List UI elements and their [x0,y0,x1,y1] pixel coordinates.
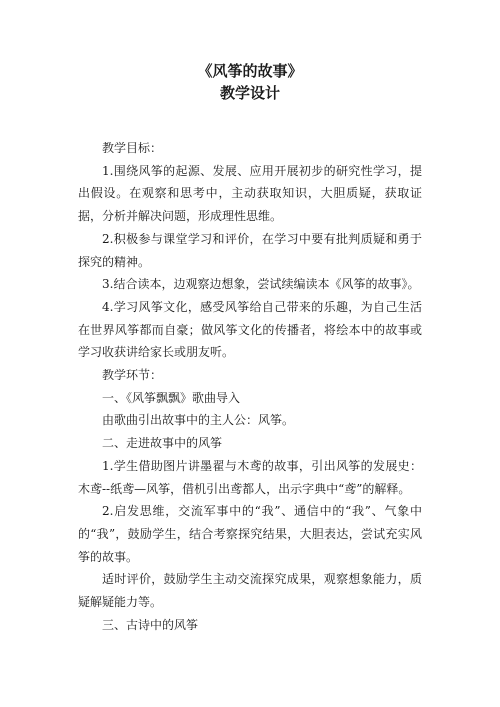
paragraph: 2.启发思维，交流军事中的“我”、通信中的“我”、气象中的“我”，鼓励学生，结合考察探究结果，大胆表达，尝试充实风筝的故事。 [78,504,422,564]
paragraph: 1.围绕风筝的起源、发展、应用开展初步的研究性学习，提出假设。在观察和思考中，主动获取知识，大胆质疑，获取证据，分析并解决问题，形成理性思维。 [78,163,422,224]
paragraph: 三、古诗中的风筝 [102,617,199,632]
paragraph: 二、走进故事中的风筝 [102,436,223,451]
paragraph: 一、《风筝飘飘》歌曲导入 [102,390,241,405]
paragraph: 教学环节： [102,368,163,383]
paragraph: 由歌曲引出故事中的主人公：风筝。 [102,413,295,428]
document-title: 《风筝的故事》 [197,62,303,80]
paragraph: 3.结合读本，边观察边想象，尝试续编读本《风筝的故事》。 [102,277,420,292]
paragraph: 教学目标： [102,141,163,155]
paragraph: 2.积极参与课堂学习和评价，在学习中要有批判质疑和勇于探究的精神。 [78,231,422,269]
paragraph: 适时评价，鼓励学生主动交流探究成果，观察想象能力，质疑解疑能力等。 [78,572,422,610]
document-body [78,137,422,636]
paragraph: 1.学生借助图片讲墨翟与木鸢的故事，引出风筝的发展史：木鸢--纸鸢—风筝，借机引出鸢都人，出示字典中“鸢”的解释。 [78,458,422,496]
document-subtitle: 教学设计 [219,84,280,102]
paragraph: 4.学习风筝文化，感受风筝给自己带来的乐趣，为自己生活在世界风筝都而自豪；做风筝文化的传播者，将绘本中的故事或学习收获讲给家长或朋友听。 [78,299,422,360]
